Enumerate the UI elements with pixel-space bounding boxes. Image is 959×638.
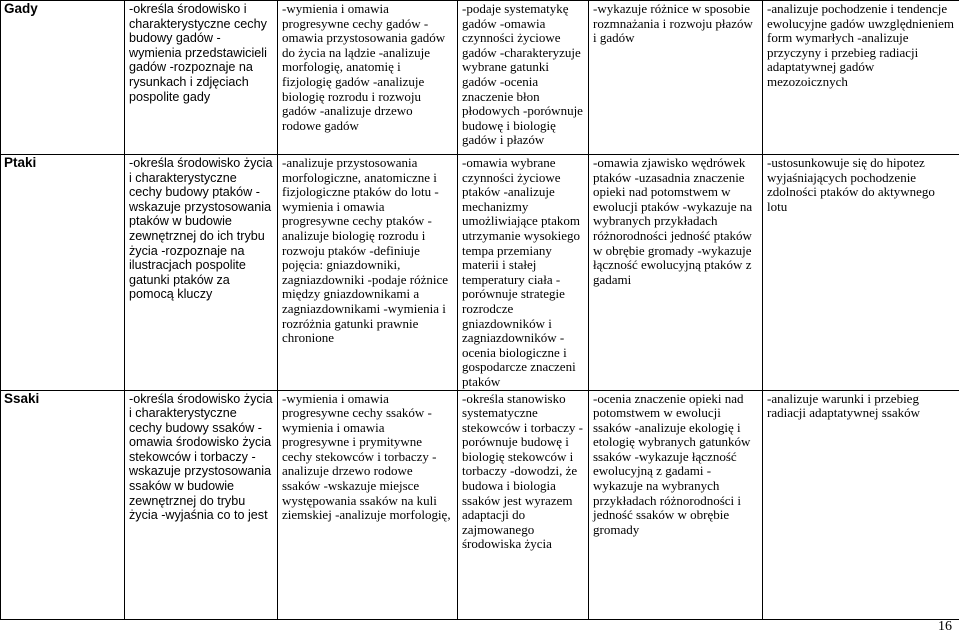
table-cell — [458, 390, 589, 619]
table-cell — [589, 390, 763, 619]
cell-text: -wymienia i omawia progresywne cechy gadów -omawia przystosowania gadów do życia na lądzie -analizuje morfologię, anatomię i fizjologię gadów -analizuje biologię rozrodu i rozwoju gadów -analizuje drzewo rodowe gadów — [282, 1, 446, 133]
table-cell — [458, 155, 589, 391]
cell-text: -podaje systematykę gadów -omawia czynności życiowe gadów -charakteryzuje wybrane gatunki gadów -ocenia znaczenie błon płodowych -porównuje budowę i biologię gadów i płazów — [462, 1, 583, 148]
cell-text: -wymienia i omawia progresywne cechy ssaków -wymienia i omawia progresywne i prymitywne cechy stekowców i torbaczy -analizuje drzewo rodowe ssaków -wskazuje miejsce występowania ssaków na kuli ziemskiej -analizuje morfologię, — [282, 390, 451, 523]
table-row — [1, 390, 959, 619]
cell-text: -ustosunkowuje się do hipotez wyjaśniających pochodzenie zdolności ptaków do aktywnego lotu — [767, 155, 935, 214]
table-row — [1, 155, 959, 391]
cell-text: -analizuje warunki i przebieg radiacji adaptatywnej ssaków — [767, 390, 921, 421]
table-cell — [125, 155, 278, 391]
table-cell — [125, 390, 278, 619]
row-heading-gady: Gady — [1, 1, 125, 155]
cell-text: -analizuje przystosowania morfologiczne, anatomiczne i fizjologiczne ptaków do lotu -wymienia i omawia progresywne cechy ptaków -analizuje biologię rozrodu i rozwoju ptaków -definiuje pojęcia: gniazdowniki, zagniazdowniki -podaje różnice między gniazdownikami a zagniazdownikami -wymienia i rozróżnia gatunki prawnie chronione — [282, 155, 449, 346]
cell-text: -omawia zjawisko wędrówek ptaków -uzasadnia znaczenie opieki nad potomstwem w ewolucji ptaków -wykazuje na wybranych przykładach różnorodności jedność ptaków w obrębie gromady -wykazuje łączność ewolucyjną ptaków z gadami — [593, 155, 753, 287]
cell-text: -określa stanowisko systematyczne stekowców i torbaczy -porównuje budowę i biologię stekowców i torbaczy -dowodzi, że budowa i biologia ssaków jest wyrazem adaptacji do zajmowanego środowiska życia — [462, 390, 583, 552]
table-cell — [589, 155, 763, 391]
table-cell — [763, 1, 959, 155]
table-cell — [763, 390, 959, 619]
table-cell — [278, 390, 458, 619]
cell-text: -określa środowisko życia i charakterystyczne cechy budowy ssaków -omawia środowisko życia stekowców i torbaczy -wskazuje przystosowania ssaków w budowie zewnętrznej do trybu życia -wyjaśnia co to jest — [129, 391, 273, 523]
table-cell — [763, 155, 959, 391]
table-row — [1, 1, 959, 155]
row-heading-ssaki: Ssaki — [1, 390, 125, 619]
cell-text: -analizuje pochodzenie i tendencje ewolucyjne gadów uwzględnieniem form wymarłych -analizuje przyczyny i przebieg radiacji adaptatywnej gadów mezozoicznych — [767, 1, 954, 89]
cell-text: -określa środowisko życia i charakterystyczne cechy budowy ptaków -wskazuje przystosowania ptaków w budowie zewnętrznej do ich trybu życia -rozpoznaje na ilustracjach pospolite gatunki ptaków za pomocą kluczy — [129, 156, 273, 302]
table-cell — [589, 1, 763, 155]
row-heading-ptaki: Ptaki — [1, 155, 125, 391]
cell-text: -ocenia znaczenie opieki nad potomstwem w ewolucji ssaków -analizuje ekologię i etologię wybranych gatunków ssaków -wykazuje łączność ewolucyjną z gadami -wykazuje na wybranych przykładach różnorodności i jedność ssaków w obrębie gromady — [593, 390, 751, 537]
table-cell — [278, 1, 458, 155]
page-number: 16 — [938, 619, 952, 634]
table-cell — [458, 1, 589, 155]
table-cell — [278, 155, 458, 391]
cell-text: -omawia wybrane czynności życiowe ptaków -analizuje mechanizmy umożliwiające ptakom utrzymanie wysokiego tempa przemiany materii i stałej temperatury ciała -porównuje strategie rozrodcze gniazdowników i zagniazdowników -ocenia biologiczne i gospodarcze znaczeni ptaków — [462, 155, 581, 389]
cell-text: -określa środowisko i charakterystyczne cechy budowy gadów -wymienia przedstawicieli gadów -rozpoznaje na rysunkach i zdjęciach pospolite gady — [129, 2, 267, 104]
table-cell — [125, 1, 278, 155]
cell-text: -wykazuje różnice w sposobie rozmnażania i rozwoju płazów i gadów — [593, 1, 753, 46]
